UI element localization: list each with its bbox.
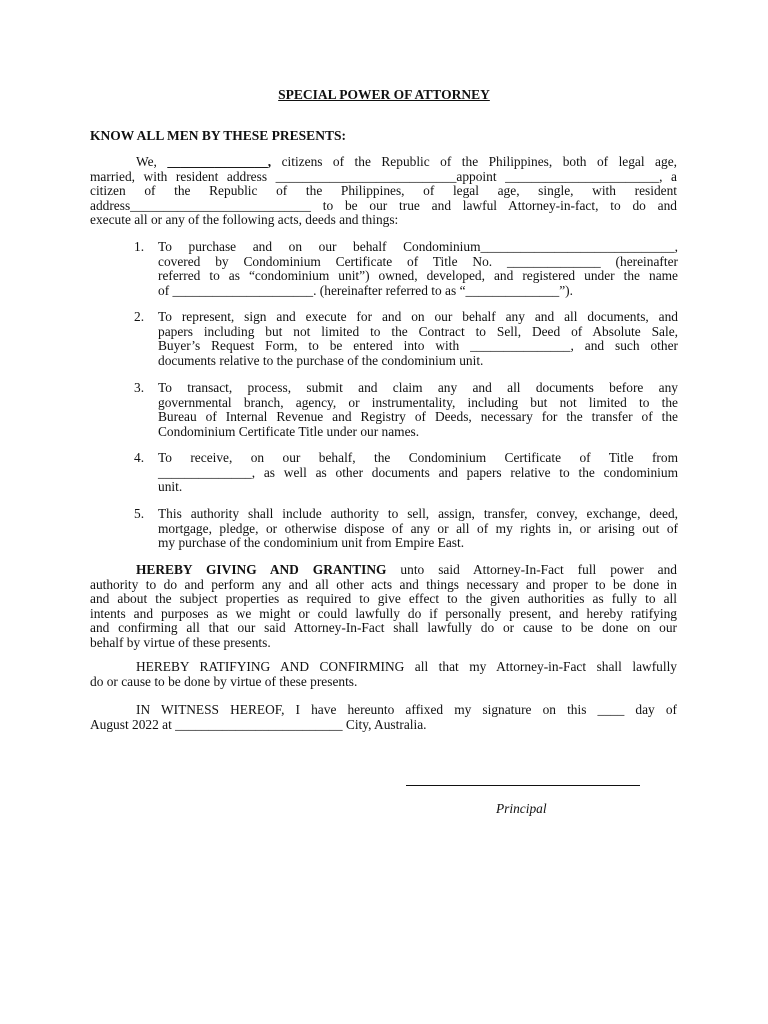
list-item-line: To transact, process, submit and claim any and all documents before any [158, 380, 678, 395]
granting-line-6: behalf by virtue of these presents. [90, 634, 271, 650]
intro-line-3: citizen of the Republic of the Philippines, of legal age, single, with resident [90, 183, 677, 199]
list-item-line: unit. [158, 479, 183, 495]
list-item-number: 2. [134, 309, 145, 324]
list-item-line: documents relative to the purchase of the condominium unit. [158, 352, 484, 368]
witness-line-2: August 2022 at _________________________ City, Australia. [90, 716, 427, 732]
list-item-line: papers including but not limited to the Contract to Sell, Deed of Absolute Sale, [158, 323, 678, 339]
granting-line-2: authority to do and perform any and all other acts and things necessary and proper to be done in [90, 576, 677, 592]
list-item-line: mortgage, pledge, or otherwise dispose of any or all of my rights in, or arising out of [158, 520, 678, 536]
granting-line-3: and about the subject properties as required to give effect to the given authorities as fully to all [90, 591, 677, 607]
signature-label: Principal [496, 801, 547, 816]
list-item-number: 5. [134, 506, 145, 521]
intro-paragraph [90, 155, 677, 228]
list-item-line: my purchase of the condominium unit from Empire East. [158, 535, 465, 551]
list-item-line: To represent, sign and execute for and on our behalf any and all documents, and [158, 309, 678, 324]
document-title: SPECIAL POWER OF ATTORNEY [278, 87, 490, 102]
list-item-line: To purchase and on our behalf Condominium_____________________________, [158, 239, 678, 254]
document-heading: KNOW ALL MEN BY THESE PRESENTS: [90, 128, 346, 143]
list-item-1 [134, 240, 678, 298]
granting-line-4: intents and purposes as we might or could lawfully do if personally present, and hereby ratifying [90, 605, 677, 621]
list-item-2 [134, 310, 678, 368]
list-item-line: referred to as “condominium unit”) owned, developed, and registered under the name [158, 268, 678, 284]
witness-line-1: IN WITNESS HEREOF, I have hereunto affixed my signature on this ____ day of [136, 702, 677, 717]
list-item-number: 3. [134, 380, 145, 395]
list-item-line: Buyer’s Request Form, to be entered into with _______________, and such other [158, 338, 678, 354]
signature-line[interactable] [406, 785, 640, 786]
list-item-3 [134, 381, 678, 439]
granting-line-1: HEREBY GIVING AND GRANTING unto said Attorney-In-Fact full power and [136, 562, 677, 577]
list-item-line: This authority shall include authority to sell, assign, transfer, convey, exchange, deed, [158, 506, 678, 521]
granting-line-5: and confirming all that our said Attorney-In-Fact shall lawfully do or cause to be done on our [90, 620, 677, 636]
list-item-line: governmental branch, agency, or instrumentality, including but not limited to the [158, 394, 678, 410]
list-item-number: 1. [134, 239, 145, 254]
list-item-line: Condominium Certificate Title under our names. [158, 423, 420, 439]
ratifying-line-2: do or cause to be done by virtue of these presents. [90, 673, 358, 689]
list-item-line: covered by Condominium Certificate of Title No. ______________ (hereinafter [158, 253, 678, 269]
intro-line-2: married, with resident address ___________________________appoint _______________________, a [90, 168, 677, 184]
list-item-line: To receive, on our behalf, the Condominium Certificate of Title from [158, 450, 678, 465]
granting-paragraph [90, 563, 677, 651]
witness-paragraph [90, 703, 677, 732]
list-item-line: ______________, as well as other documents and papers relative to the condominium [158, 464, 678, 480]
intro-line-1: We, _______________, citizens of the Republic of the Philippines, both of legal age, [136, 154, 677, 169]
intro-line-5: execute all or any of the following acts, deeds and things: [90, 212, 399, 228]
list-item-5 [134, 507, 678, 551]
list-item-4 [134, 451, 678, 495]
list-item-line: of _____________________. (hereinafter referred to as “______________”). [158, 282, 573, 298]
ratifying-line-1: HEREBY RATIFYING AND CONFIRMING all that my Attorney-in-Fact shall lawfully [136, 659, 677, 674]
list-item-line: Bureau of Internal Revenue and Registry of Deeds, necessary for the transfer of the [158, 409, 678, 425]
ratifying-paragraph [90, 660, 677, 689]
list-item-number: 4. [134, 450, 145, 465]
intro-line-4: address___________________________ to be our true and lawful Attorney-in-fact, to do and [90, 197, 677, 213]
